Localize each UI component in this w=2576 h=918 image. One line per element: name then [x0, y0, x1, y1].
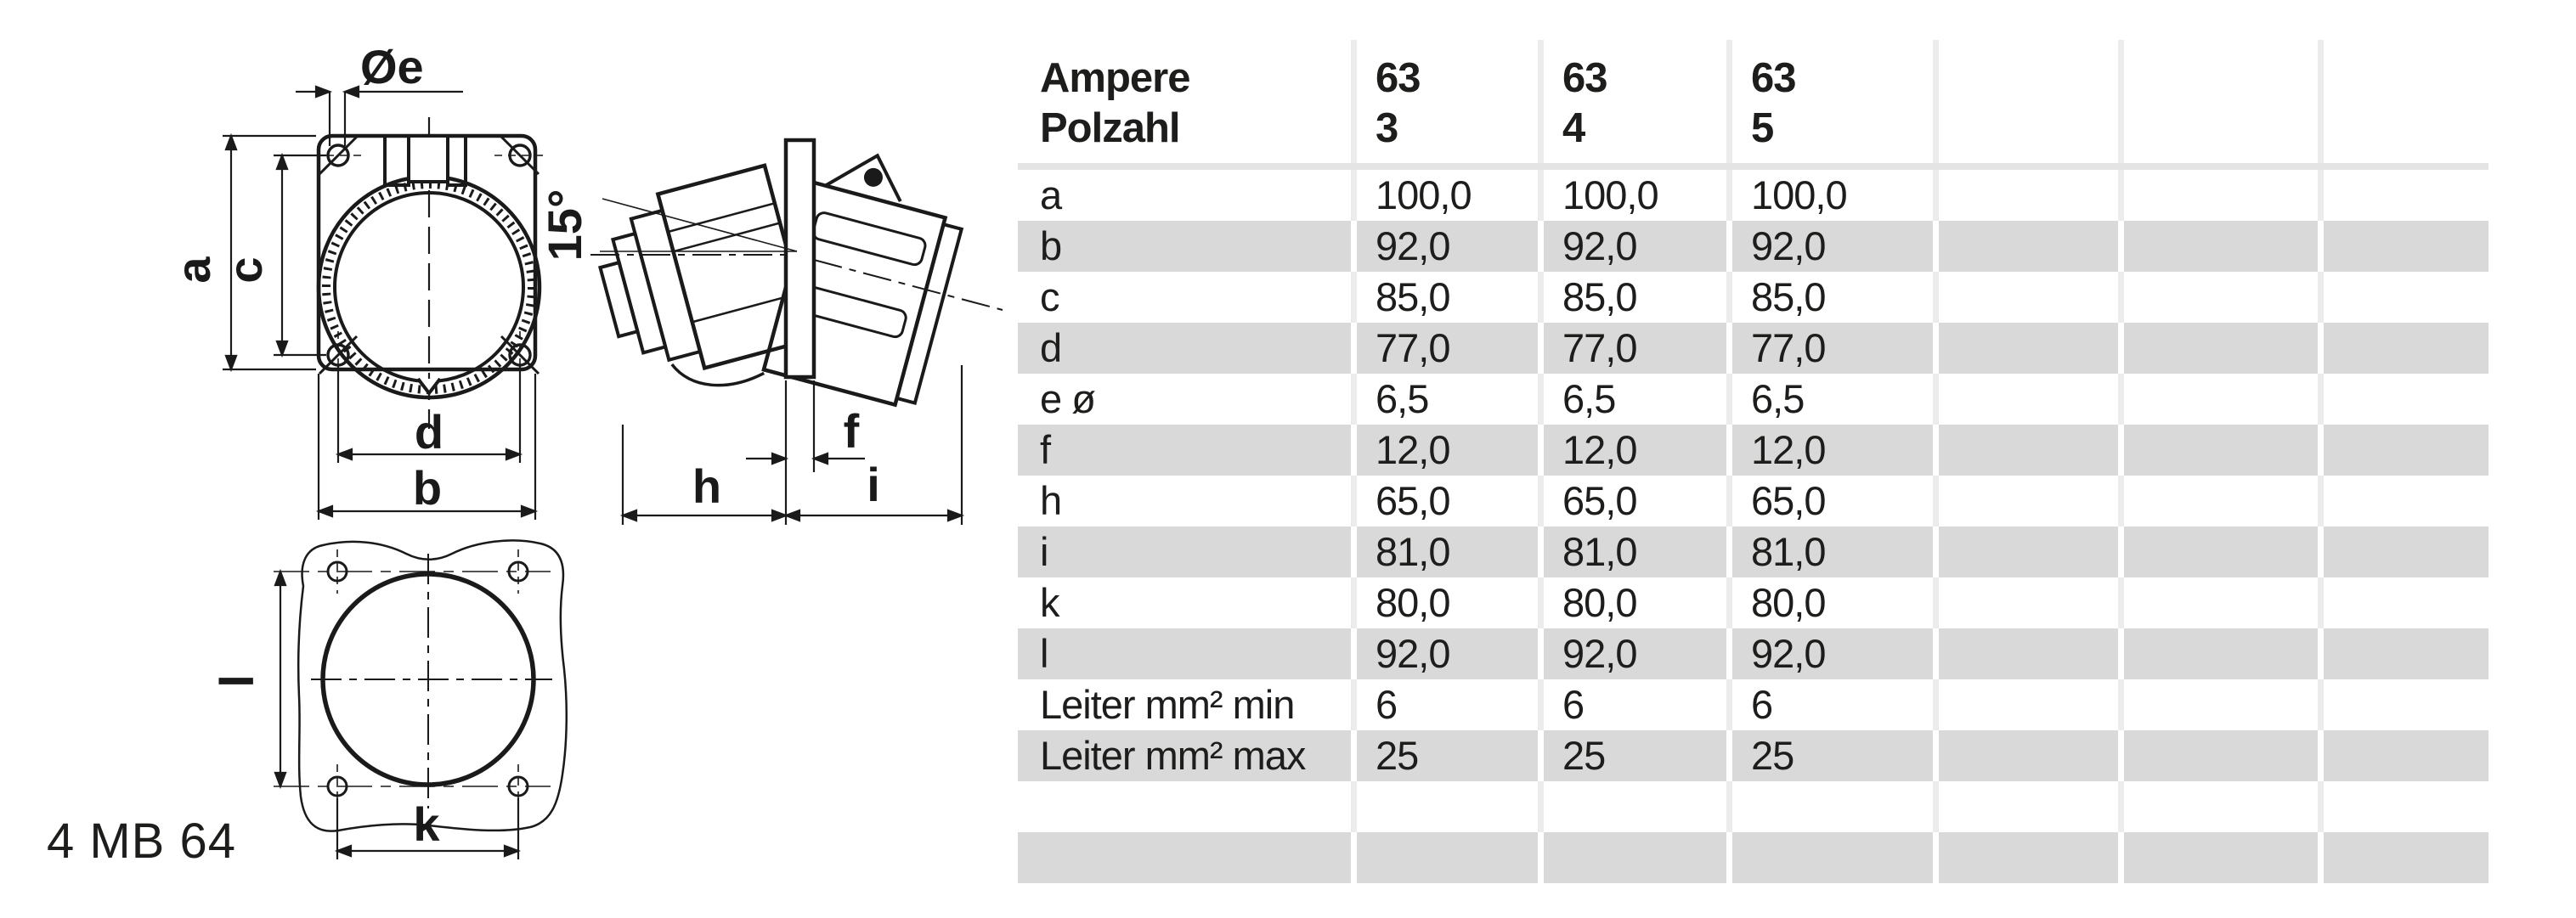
row-label: d [1018, 323, 1351, 374]
table-row [1018, 577, 2488, 628]
value-cell [1933, 832, 2118, 883]
table-row [1018, 272, 2488, 323]
value-cell: 65,0 [1726, 476, 1933, 527]
value-cell: 100,0 [1726, 170, 1933, 221]
table-row [1018, 628, 2488, 679]
value-cell: 81,0 [1351, 527, 1538, 577]
value-cell [1726, 832, 1933, 883]
ampere-value: 63 [1751, 55, 1796, 101]
value-cell [2118, 272, 2318, 323]
header-col-3 [1726, 40, 1933, 163]
value-cell [2318, 679, 2488, 730]
value-cell: 6,5 [1351, 374, 1538, 425]
table-row [1018, 170, 2488, 221]
row-label: Leiter mm² min [1018, 679, 1351, 730]
row-label [1018, 832, 1351, 883]
table-row [1018, 527, 2488, 577]
value-cell [1538, 832, 1726, 883]
value-cell [2118, 679, 2318, 730]
value-cell [1933, 425, 2118, 476]
row-label: e ø [1018, 374, 1351, 425]
value-cell [2318, 527, 2488, 577]
value-cell: 25 [1538, 730, 1726, 781]
header-label-cell [1018, 40, 1351, 163]
row-label: h [1018, 476, 1351, 527]
dim-label-h: h [692, 459, 722, 513]
value-cell: 81,0 [1726, 527, 1933, 577]
side-dimensions [623, 365, 962, 525]
value-cell: 92,0 [1726, 628, 1933, 679]
dim-label-f: f [843, 404, 860, 458]
value-cell [1351, 832, 1538, 883]
value-cell: 85,0 [1726, 272, 1933, 323]
row-label: c [1018, 272, 1351, 323]
value-cell [1726, 781, 1933, 832]
value-cell: 80,0 [1538, 577, 1726, 628]
value-cell: 85,0 [1538, 272, 1726, 323]
value-cell: 65,0 [1538, 476, 1726, 527]
value-cell [1933, 527, 2118, 577]
value-cell [2118, 832, 2318, 883]
value-cell: 92,0 [1726, 221, 1933, 272]
value-cell [2318, 374, 2488, 425]
dim-label-l: l [210, 674, 263, 688]
value-cell: 77,0 [1538, 323, 1726, 374]
table-row [1018, 832, 2488, 883]
dim-label-a: a [167, 256, 220, 284]
value-cell [2118, 781, 2318, 832]
value-cell [2118, 425, 2318, 476]
value-cell: 100,0 [1538, 170, 1726, 221]
value-cell [2318, 425, 2488, 476]
dim-label-i: i [867, 458, 880, 511]
value-cell: 80,0 [1351, 577, 1538, 628]
dim-label-angle: 15° [538, 189, 591, 262]
row-label: i [1018, 527, 1351, 577]
value-cell [1933, 781, 2118, 832]
value-cell [2118, 170, 2318, 221]
value-cell [2318, 221, 2488, 272]
ampere-value: 63 [1376, 55, 1421, 101]
value-cell [1933, 476, 2118, 527]
dim-label-b: b [412, 461, 443, 515]
value-cell [1538, 781, 1726, 832]
value-cell: 92,0 [1538, 628, 1726, 679]
value-cell: 6,5 [1726, 374, 1933, 425]
row-label: k [1018, 577, 1351, 628]
value-cell [2318, 832, 2488, 883]
value-cell: 12,0 [1538, 425, 1726, 476]
value-cell: 25 [1726, 730, 1933, 781]
table-row [1018, 679, 2488, 730]
value-cell [2118, 628, 2318, 679]
value-cell: 77,0 [1351, 323, 1538, 374]
value-cell [1933, 221, 2118, 272]
front-dimensions [223, 87, 535, 520]
row-label [1018, 781, 1351, 832]
value-cell: 92,0 [1351, 628, 1538, 679]
row-label: l [1018, 628, 1351, 679]
dim-label-d: d [414, 405, 444, 459]
value-cell: 77,0 [1726, 323, 1933, 374]
value-cell [1351, 781, 1538, 832]
value-cell [2118, 374, 2318, 425]
header-col-empty [1933, 40, 2118, 163]
table-row [1018, 221, 2488, 272]
value-cell [2318, 323, 2488, 374]
value-cell: 12,0 [1726, 425, 1933, 476]
value-cell: 6,5 [1538, 374, 1726, 425]
value-cell [1933, 628, 2118, 679]
technical-drawing [0, 0, 1045, 918]
value-cell [2318, 628, 2488, 679]
polzahl-value: 4 [1562, 105, 1585, 151]
value-cell: 81,0 [1538, 527, 1726, 577]
value-cell [1933, 730, 2118, 781]
value-cell [1933, 374, 2118, 425]
header-col-1 [1351, 40, 1538, 163]
header-col-empty [2118, 40, 2318, 163]
dim-label-oe: Øe [360, 40, 424, 93]
cutout-view [210, 540, 567, 859]
value-cell [1933, 323, 2118, 374]
polzahl-value: 5 [1751, 105, 1774, 151]
value-cell [2118, 577, 2318, 628]
table-row [1018, 425, 2488, 476]
value-cell [1933, 577, 2118, 628]
value-cell [1933, 679, 2118, 730]
table-rows [1018, 170, 2488, 883]
dimension-table [1018, 40, 2488, 883]
value-cell [2118, 221, 2318, 272]
row-label: Leiter mm² max [1018, 730, 1351, 781]
part-number: 4 MB 64 [47, 814, 236, 869]
ampere-label: Ampere [1040, 55, 1190, 101]
polzahl-label: Polzahl [1040, 105, 1180, 151]
header-col-empty [2318, 40, 2488, 163]
value-cell: 65,0 [1351, 476, 1538, 527]
polzahl-value: 3 [1376, 105, 1398, 151]
value-cell [2318, 730, 2488, 781]
value-cell: 25 [1351, 730, 1538, 781]
value-cell [2318, 577, 2488, 628]
header-separator [1018, 163, 2488, 170]
front-view [167, 40, 545, 520]
value-cell: 100,0 [1351, 170, 1538, 221]
side-view [538, 140, 1003, 525]
value-cell: 12,0 [1351, 425, 1538, 476]
table-row [1018, 323, 2488, 374]
row-label: a [1018, 170, 1351, 221]
value-cell: 6 [1538, 679, 1726, 730]
value-cell: 6 [1351, 679, 1538, 730]
table-header [1018, 40, 2488, 163]
value-cell: 92,0 [1538, 221, 1726, 272]
table-row [1018, 476, 2488, 527]
table-row [1018, 374, 2488, 425]
ampere-value: 63 [1562, 55, 1607, 101]
value-cell [1933, 272, 2118, 323]
cutout-dimensions [275, 572, 518, 859]
value-cell: 92,0 [1351, 221, 1538, 272]
value-cell [2318, 781, 2488, 832]
header-col-2 [1538, 40, 1726, 163]
value-cell: 85,0 [1351, 272, 1538, 323]
row-label: f [1018, 425, 1351, 476]
table-row [1018, 730, 2488, 781]
value-cell [2318, 476, 2488, 527]
value-cell [2118, 476, 2318, 527]
value-cell [2118, 323, 2318, 374]
value-cell: 6 [1726, 679, 1933, 730]
row-label: b [1018, 221, 1351, 272]
dim-label-k: k [413, 797, 440, 851]
value-cell [2118, 730, 2318, 781]
value-cell [2118, 527, 2318, 577]
table-row [1018, 781, 2488, 832]
value-cell [2318, 272, 2488, 323]
value-cell [2318, 170, 2488, 221]
value-cell: 80,0 [1726, 577, 1933, 628]
dim-label-c: c [218, 256, 272, 284]
value-cell [1933, 170, 2118, 221]
